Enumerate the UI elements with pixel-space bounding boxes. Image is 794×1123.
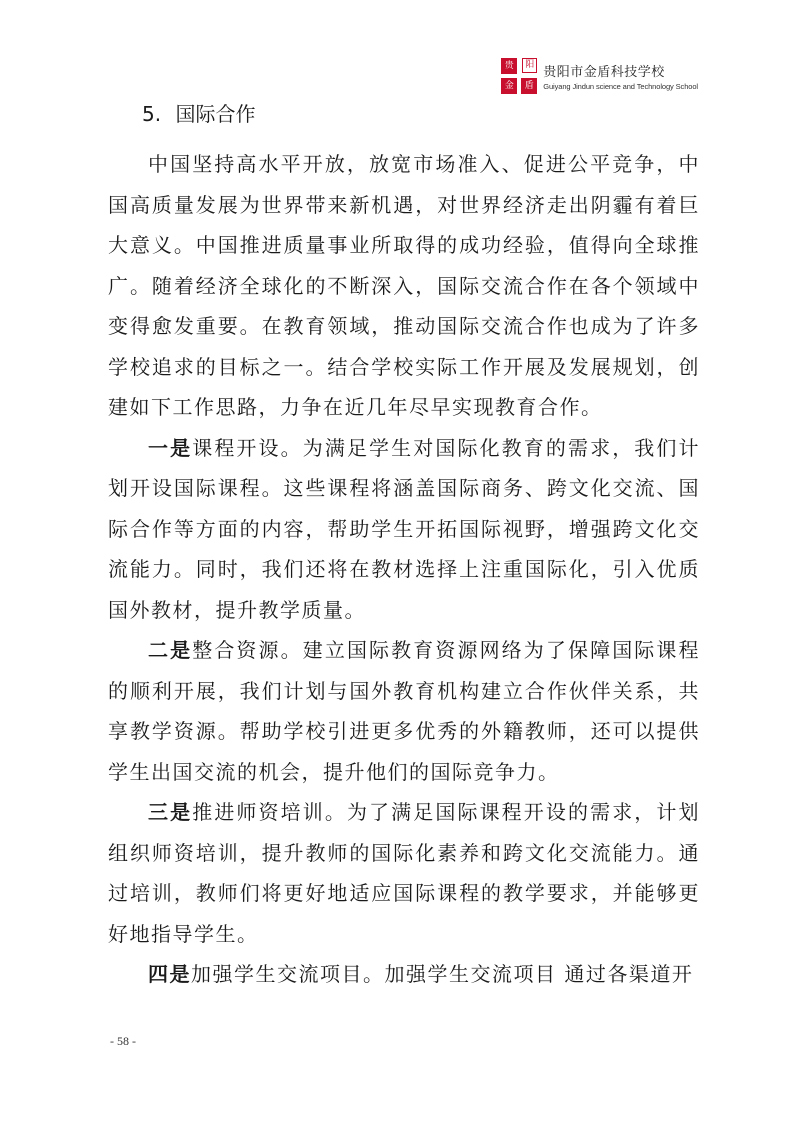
paragraph-lead: 二是 [148, 638, 193, 662]
paragraph-text: 加强学生交流项目。加强学生交流项目 通过各渠道开 [191, 962, 694, 986]
paragraph-lead: 一是 [148, 435, 193, 460]
paragraph-text: 整合资源。建立国际教育资源网络为了保障国际课程的顺利开展，我们计划与国外教育机构建立合作伙伴关系，共享教学资源。帮助学校引进更多优秀的外籍教师，还可以提供学生出国交流的机会，提升他们的国际竞争力。 [108, 638, 701, 784]
intro-paragraph: 中国坚持高水平开放，放宽市场准入、促进公平竞争，中国高质量发展为世界带来新机遇，对世界经济走出阴霾有着巨大意义。中国推进质量事业所取得的成功经验，值得向全球推广。随着经济全球化的不断深入，国际交流合作在各个领域中变得愈发重要。在教育领域，推动国际交流合作也成为了许多学校追求的目标之一。结合学校实际工作开展及发展规划，创建如下工作思路，力争在近几年尽早实现教育合作。 [108, 152, 700, 419]
paragraph-two [108, 630, 700, 792]
page-header [501, 58, 698, 94]
school-name-en: Guiyang Jindun science and Technology School [543, 82, 698, 91]
logo-quadrant: 盾 [521, 78, 537, 94]
paragraph-lead: 四是 [148, 962, 191, 986]
logo-quadrant: 金 [501, 78, 517, 94]
document-body [108, 98, 700, 995]
section-heading [142, 98, 700, 130]
page-number: - 58 - [110, 1034, 136, 1048]
paragraph-three [108, 792, 700, 954]
paragraph-lead: 三是 [148, 800, 193, 824]
school-name-block [543, 61, 698, 91]
school-name-cn: 贵阳市金盾科技学校 [543, 65, 665, 80]
section-title: 国际合作 [175, 102, 256, 126]
logo-quadrant: 阳 [522, 58, 537, 73]
paragraph-four [108, 954, 700, 995]
section-number: 5. [142, 102, 162, 126]
paragraph-text: 课程开设。为满足学生对国际化教育的需求，我们计划开设国际课程。这些课程将涵盖国际商务、跨文化交流、国际合作等方面的内容，帮助学生开拓国际视野，增强跨文化交流能力。同时，我们还将在教材选择上注重国际化，引入优质国外教材，提升教学质量。 [108, 435, 701, 622]
school-logo [501, 58, 537, 94]
paragraph-one [108, 428, 700, 631]
paragraph-text: 推进师资培训。为了满足国际课程开设的需求，计划组织师资培训，提升教师的国际化素养和跨文化交流能力。通过培训，教师们将更好地适应国际课程的教学要求，并能够更好地指导学生。 [108, 800, 701, 946]
logo-quadrant: 贵 [501, 58, 517, 74]
